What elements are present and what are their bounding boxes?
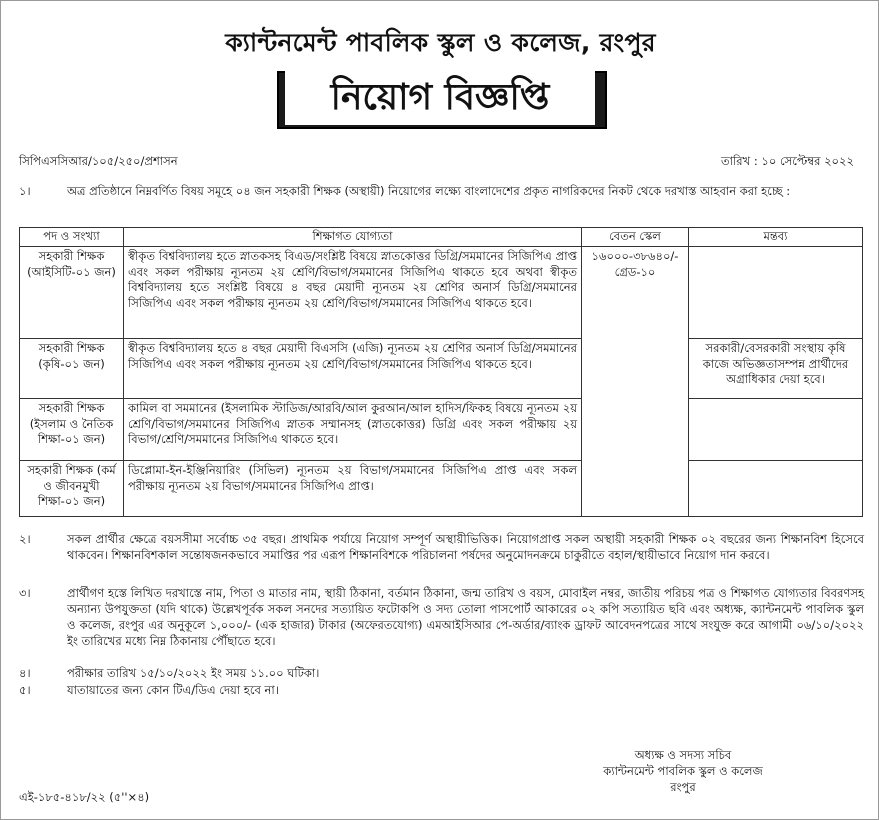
column-header-qualification: শিক্ষাগত যোগ্যতা: [124, 228, 582, 247]
notice-title: নিয়োগ বিজ্ঞপ্তি: [285, 71, 595, 125]
paragraph-text: যাতায়াতের জন্য কোন টিএ/ডিএ দেয়া হবে না।: [67, 683, 279, 697]
pay-scale: ১৬০০০-৩৮৬৪০/-: [591, 249, 679, 263]
remarks-cell: সরকারী/বেসরকারী সংস্থায় কৃষি কাজে অভিজ্ঞতাসম্পন্ন প্রার্থীদের অগ্রাধিকার দেয়া হবে।: [689, 339, 863, 399]
paragraph-text: প্রার্থীগণ হস্তে লিখিত দরখাস্তে নাম, পিতা ও মাতার নাম, স্থায়ী ঠিকানা, বর্তমান ঠিকানা, জন্ম তারিখ ও বয়স, মোবাইল নম্বর, জাতীয় পরিচয় পত্র ও শিক্ষাগত যোগ্যতার বিবরণসহ অন্যান্য উপযুক্ততা (যদি থাকে) উল্লেখপূর্বক সকল সনদের সত্যায়িত ফটোকপি ও সদ্য তোলা পাসপোর্ট আকারের ০২ কপি সত্যায়িত ছবি এবং অধ্যক্ষ, ক্যান্টনমেন্ট পাবলিক স্কুল ও কলেজ, রংপুর এর অনুকূলে ১,০০০/- (এক হাজার) টাকার (অফেরতযোগ্য) এমআইসিআর পে-অর্ডার/ব্যাংক ড্রাফট আবেদনপত্রের সাথে সংযুক্ত করে আগামী ০৬/১০/২০২২ ইং তারিখের মধ্যে নিম্ন ঠিকানায় পৌঁছাতে হবে।: [67, 586, 864, 648]
remarks-cell: [689, 247, 863, 339]
paragraph-number: ৩।: [19, 586, 31, 600]
paragraph-number: ৫।: [19, 683, 31, 697]
column-header-remarks: মন্তব্য: [689, 228, 863, 247]
paragraph-number: ৪।: [19, 666, 31, 680]
pay-scale-cell: [582, 247, 689, 517]
post-cell: সহকারী শিক্ষক (আইসিটি-০১ জন): [20, 247, 124, 339]
signature-block: [583, 747, 783, 795]
qualification-cell: স্বীকৃত বিশ্ববিদ্যালয় হতে ৪ বছর মেয়াদী বিএসসি (এজি) ন্যূনতম ২য় শ্রেণির অনার্স ডিগ্রি/সমমানের সিজিপিএ এবং সকল পরীক্ষায় ন্যূনতম ২য় শ্রেণি/বিভাগ/সমমানের সিজিপিএ থাকতে হবে।: [124, 339, 582, 399]
ad-code: এই-১৮৫-৪১৮/২২ (৫''×৪): [19, 790, 150, 804]
table-row: [20, 247, 863, 339]
signatory-title: অধ্যক্ষ ও সদস্য সচিব: [634, 748, 732, 762]
vacancy-table: [19, 227, 863, 517]
remarks-cell: [689, 461, 863, 517]
pay-grade: গ্রেড-১০: [614, 264, 656, 279]
notice-date: তারিখ : ১০ সেপ্টেম্বর ২০২২: [721, 154, 854, 168]
signatory-institution: ক্যান্টনমেন্ট পাবলিক স্কুল ও কলেজ: [603, 764, 763, 778]
qualification-cell: ডিপ্লোমা-ইন-ইঞ্জিনিয়ারিং (সিভিল) ন্যূনতম ২য় বিভাগ/সমমানের সিজিপিএ প্রাপ্ত এবং সকল পরীক্ষায় ন্যূনতম ২য় বিভাগ/সমমানের সিজিপিএ প্রাপ্ত।: [124, 461, 582, 517]
table-row: [20, 339, 863, 399]
post-cell: সহকারী শিক্ষক (ইসলাম ও নৈতিক শিক্ষা-০১ জন): [20, 399, 124, 461]
reference-number: সিপিএসসিআর/১০৫/২৫০/প্রশাসন: [19, 154, 178, 168]
notice-title-banner: [277, 71, 607, 129]
column-header-post: পদ ও সংখ্যা: [20, 228, 124, 247]
qualification-cell: স্বীকৃত বিশ্ববিদ্যালয় হতে স্নাতকসহ বিএড/সংশ্লিষ্ট বিষয়ে স্নাতকোত্তর ডিগ্রি/সমমানের সিজিপিএ প্রাপ্ত এবং সকল পরীক্ষায় ন্যূনতম ২য় শ্রেণি/বিভাগ/সমমানের সিজিপিএ থাকতে হবে অথবা স্বীকৃত বিশ্ববিদ্যালয় হতে সংশ্লিষ্ট বিষয়ে ৪ বছর মেয়াদী ন্যূনতম ২য় শ্রেণির অনার্স ডিগ্রি/সমমানের সিজিপিএ এবং সকল পরীক্ষায় ন্যূনতম ২য় শ্রেণি/বিভাগ/সমমানের সিজিপিএ থাকতে হবে।: [124, 247, 582, 339]
paragraph-text: সকল প্রার্থীর ক্ষেত্রে বয়সসীমা সর্বোচ্চ ৩৫ বছর। প্রাথমিক পর্যায়ে নিয়োগ সম্পূর্ণ অস্থায়ীভিত্তিক। নিয়োগপ্রাপ্ত সকল অস্থায়ী সহকারী শিক্ষক ০২ বছরের জন্য শিক্ষানবিশ হিসেবে থাকবেন। শিক্ষানবিশকাল সন্তোষজনকভাবে সমাপ্তির পর এরূপ শিক্ষানবিশকে পরিচালনা পর্ষদের অনুমোদনক্রমে চাকুরীতে বহাল/স্থায়ীভাবে নিয়োগ দান করবে।: [67, 532, 864, 562]
paragraph-number: ২।: [19, 532, 31, 546]
qualification-cell: কামিল বা সমমানের (ইসলামিক স্টাডিজ/আরবি/আল কুরআন/আল হাদিস/ফিকহ বিষয়ে ন্যূনতম ২য় শ্রেণি/বিভাগ/সমমানের সিজিপিএ স্নাতক সম্মানসহ (স্নাতকোত্তর) ডিগ্রি এবং সকল পরীক্ষায় ২য় বিভাগ/শ্রেণি/সমমানের সিজিপিএ থাকতে হবে।: [124, 399, 582, 461]
post-cell: সহকারী শিক্ষক (কৃষি-০১ জন): [20, 339, 124, 399]
paragraph-text: অত্র প্রতিষ্ঠানে নিম্নবর্ণিত বিষয় সমূহে ০৪ জন সহকারী শিক্ষক (অস্থায়ী) নিয়োগের লক্ষ্যে বাংলাদেশের প্রকৃত নাগরিকদের নিকট থেকে দরখাস্ত আহবান করা হচ্ছে :: [67, 184, 791, 198]
column-header-pay-scale: বেতন স্কেল: [582, 228, 689, 247]
paragraph-text: পরীক্ষার তারিখ ১৫/১০/২০২২ ইং সময় ১১.০০ ঘটিকা।: [67, 666, 320, 680]
signatory-location: রংপুর: [670, 780, 696, 794]
table-row: [20, 399, 863, 461]
post-cell: সহকারী শিক্ষক (কর্ম ও জীবনমুখী শিক্ষা-০১ জন): [20, 461, 124, 517]
paragraph-number: ১।: [19, 184, 31, 198]
remarks-cell: [689, 399, 863, 461]
table-header-row: [20, 228, 863, 247]
table-row: [20, 461, 863, 517]
institution-title: ক্যান্টনমেন্ট পাবলিক স্কুল ও কলেজ, রংপুর: [225, 28, 656, 57]
